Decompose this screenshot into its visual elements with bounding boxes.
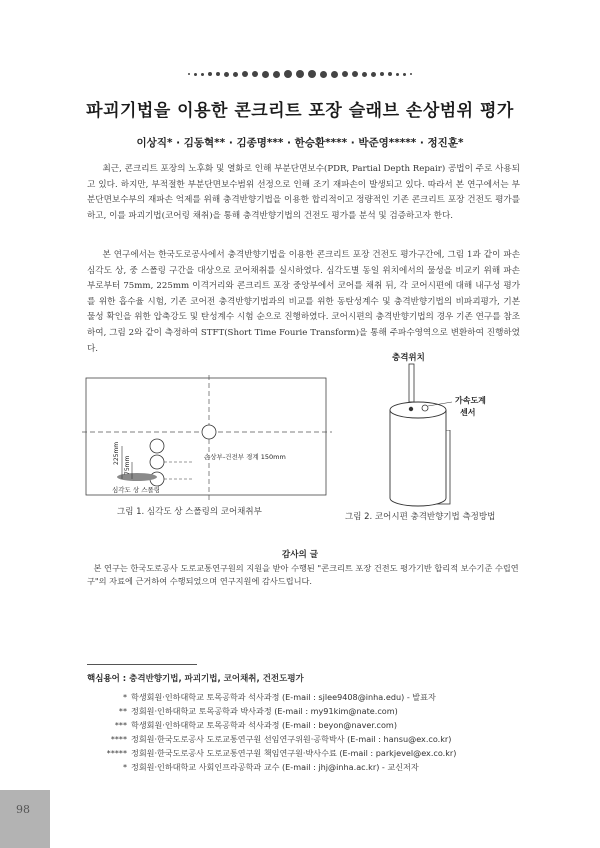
- keywords-label: 핵심용어 :: [87, 674, 127, 684]
- figure-1-dim-75: 75mm: [124, 455, 131, 475]
- acknowledgement-text: 본 연구는 한국도로공사 도로교통연구원의 지원을 받아 수행된 "콘크리트 포장 건전도 평가기반 합리적 보수기준 수립연구"의 자료에 근거하여 수행되었으며 연구지원에 감사드립니다.: [87, 563, 519, 586]
- paper-title: 파괴기법을 이용한 콘크리트 포장 슬래브 손상범위 평가: [86, 101, 514, 121]
- footnote-mark: *****: [106, 748, 127, 758]
- footnote-mark: *: [122, 692, 127, 702]
- footnote-mark: **: [118, 706, 127, 716]
- body-paragraph-2: 본 연구에서는 한국도로공사에서 충격반향기법을 이용한 콘크리트 포장 건전도 평가구간에, 그림 1과 같이 파손 심각도 상, 중 스폴링 구간을 대상으로 코어채취를 실시하였다. 심각도별 동일 위치에서의 물성을 비교키 위해 파손부로부터 75mm, 225mm 이격거리와 콘크리트 포장 중앙부에서 코어를 채취 뒤, 각 코어시편에 대해 내구성 평가를 위한 흡수율 시험, 기존 코어전 충격반향기법과의 비교를 위한 동탄성계수 및 충격반향기법의 비파괴평가, 기본 물성 확인을 위한 압축강도 및 탄성계수 시험 순으로 진행하였다. 코어시편의 충격반향기법의 경우 기존 연구를 참조하여, 그림 2와 같이 측정하여 STFT(Short Time Fourie Transform)을 통해 주파수영역으로 변환하여 진행하였다.: [87, 250, 520, 354]
- page-number: 98: [16, 803, 30, 816]
- footnote-1: [87, 692, 436, 703]
- acknowledgement-title: 감사의 글: [281, 550, 319, 560]
- keywords-divider: [87, 664, 197, 665]
- figure-2-impact-label: 충격위치: [392, 353, 425, 363]
- figure-1-dim-225: 225mm: [113, 441, 120, 465]
- footnote-mark: ****: [110, 734, 127, 744]
- author-list: 이상직* · 김동혁** · 김종명*** · 한승환**** · 박준영***** · 정진훈*: [136, 137, 464, 149]
- footnote-mark: ***: [114, 720, 127, 730]
- footnote-text: 학생회원·인하대학교 토목공학과 석사과정 (E-mail : sjlee9408@inha.edu) - 발표자: [131, 692, 436, 702]
- footnote-text: 학생회원·인하대학교 토목공학과 석사과정 (E-mail : beyon@naver.com): [131, 720, 397, 730]
- keywords-text: 충격반향기법, 파괴기법, 코어채취, 건전도평가: [129, 674, 304, 684]
- footnote-text: 정회원·인하대학교 사회인프라공학과 교수 (E-mail : jhj@inha.ac.kr) - 교신저자: [131, 762, 419, 772]
- figure-2-sensor-label-2: 센서: [460, 408, 476, 417]
- page-number-tab: [0, 790, 50, 848]
- footnote-mark: *: [122, 762, 127, 772]
- figure-2-sensor-label-1: 가속도계: [455, 396, 486, 405]
- figure-1-caption: 그림 1. 심각도 상 스폴링의 코어채취부: [117, 507, 262, 517]
- footnote-text: 정회원·한국도로공사 도로교통연구원 책임연구원·박사수료 (E-mail : parkjevel@ex.co.kr): [131, 748, 457, 758]
- figure-1-spall-label: 심각도 상 스폴링: [112, 486, 161, 494]
- footnote-text: 정회원·인하대학교 토목공학과 박사과정 (E-mail : my91kim@nate.com): [131, 706, 398, 716]
- footnote-4: [87, 734, 451, 745]
- figure-1-diagram: [82, 375, 332, 500]
- footnote-3: [87, 720, 397, 731]
- footnote-2: [87, 706, 398, 717]
- keywords: [87, 672, 304, 684]
- footnote-text: 정회원·한국도로공사 도로교통연구원 선임연구위원·공학박사 (E-mail : hansu@ex.co.kr): [131, 734, 452, 744]
- figure-2-cylinder: [380, 348, 520, 508]
- figure-2-caption: 그림 2. 코어시편 충격반향기법 측정방법: [345, 512, 496, 522]
- figure-1-boundary-label: 손상부-건전부 경계 150mm: [204, 453, 286, 461]
- footnote-5: [87, 748, 456, 759]
- decorative-dot-divider: [0, 70, 600, 78]
- body-paragraph-1: 최근, 콘크리트 포장의 노후화 및 열화로 인해 부분단면보수(PDR, Partial Depth Repair) 공법이 주로 사용되고 있다. 하지만, 부적절한 부분단면보수범위 선정으로 인해 조기 재파손이 발생되고 있다. 따라서 본 연구에서는 부분단면보수부의 재파손 억제를 위해 충격반향기법을 이용한 합리적이고 정량적인 기존 콘크리트 포장 건전도 평가를 하고, 이를 파괴기법(코어링 채취)을 통해 충격반향기법의 건전도 평가를 분석 및 검증하고자 한다.: [87, 164, 520, 221]
- footnote-6: [87, 762, 419, 773]
